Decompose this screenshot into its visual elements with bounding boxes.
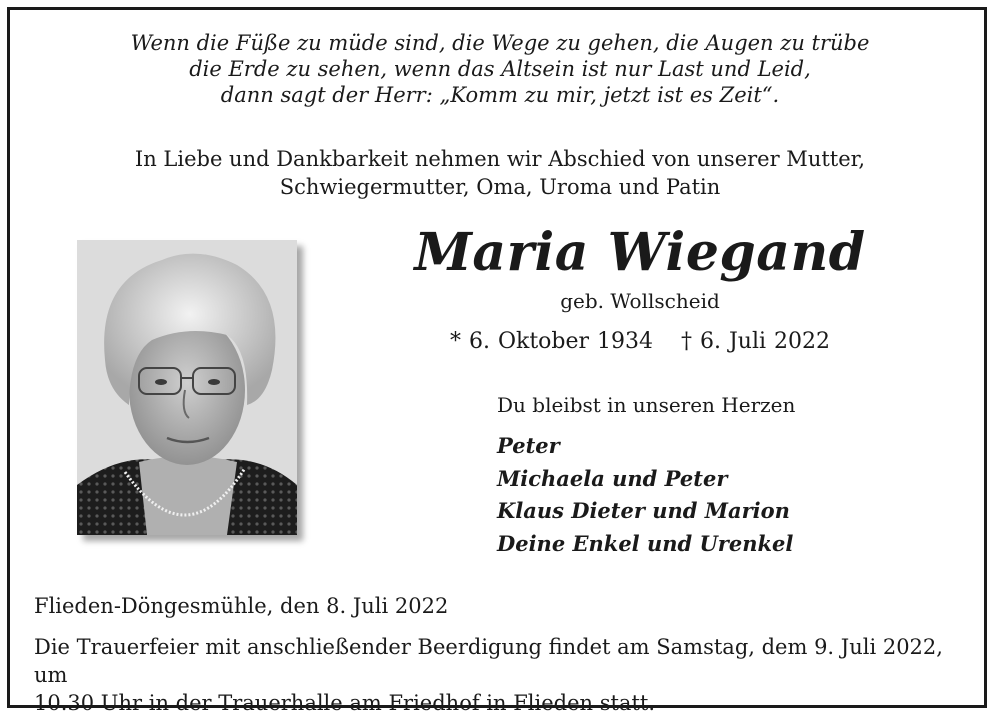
ceremony-line: Die Trauerfeier mit anschließender Beerdigung findet am Samstag, dem 9. Juli 2022, um: [34, 635, 943, 687]
remembrance-text: Du bleibst in unseren Herzen: [497, 393, 796, 417]
family-member: Deine Enkel und Urenkel: [497, 530, 794, 556]
life-dates: [395, 328, 885, 356]
birth-date: * 6. Oktober 1934: [449, 329, 653, 354]
portrait-photo-icon: [77, 240, 297, 535]
family-member: Klaus Dieter und Marion: [497, 498, 790, 523]
poem-line: dann sagt der Herr: „Komm zu mir, jetzt ist es Zeit“.: [220, 83, 780, 107]
poem-line: die Erde zu sehen, wenn das Altsein ist nur Last und Leid,: [189, 57, 811, 81]
portrait-photo: [77, 240, 297, 535]
farewell-intro: [0, 145, 1000, 201]
ceremony-line: 10.30 Uhr in der Trauerhalle am Friedhof in Flieden statt.: [34, 691, 655, 715]
family-member: Michaela und Peter: [497, 465, 728, 491]
poem: [0, 30, 1000, 108]
maiden-name: geb. Wollscheid: [560, 289, 720, 313]
intro-line: Schwiegermutter, Oma, Uroma und Patin: [279, 175, 721, 199]
ceremony-info: [34, 633, 974, 717]
poem-line: Wenn die Füße zu müde sind, die Wege zu gehen, die Augen zu trübe: [130, 31, 870, 55]
intro-line: In Liebe und Dankbarkeit nehmen wir Abschied von unserer Mutter,: [134, 147, 866, 171]
family-member: Peter: [497, 433, 560, 458]
death-date: † 6. Juli 2022: [681, 329, 831, 354]
place-and-date: Flieden-Döngesmühle, den 8. Juli 2022: [34, 594, 449, 618]
family-list: [497, 430, 793, 560]
deceased-name: Maria Wiegand: [414, 222, 866, 283]
